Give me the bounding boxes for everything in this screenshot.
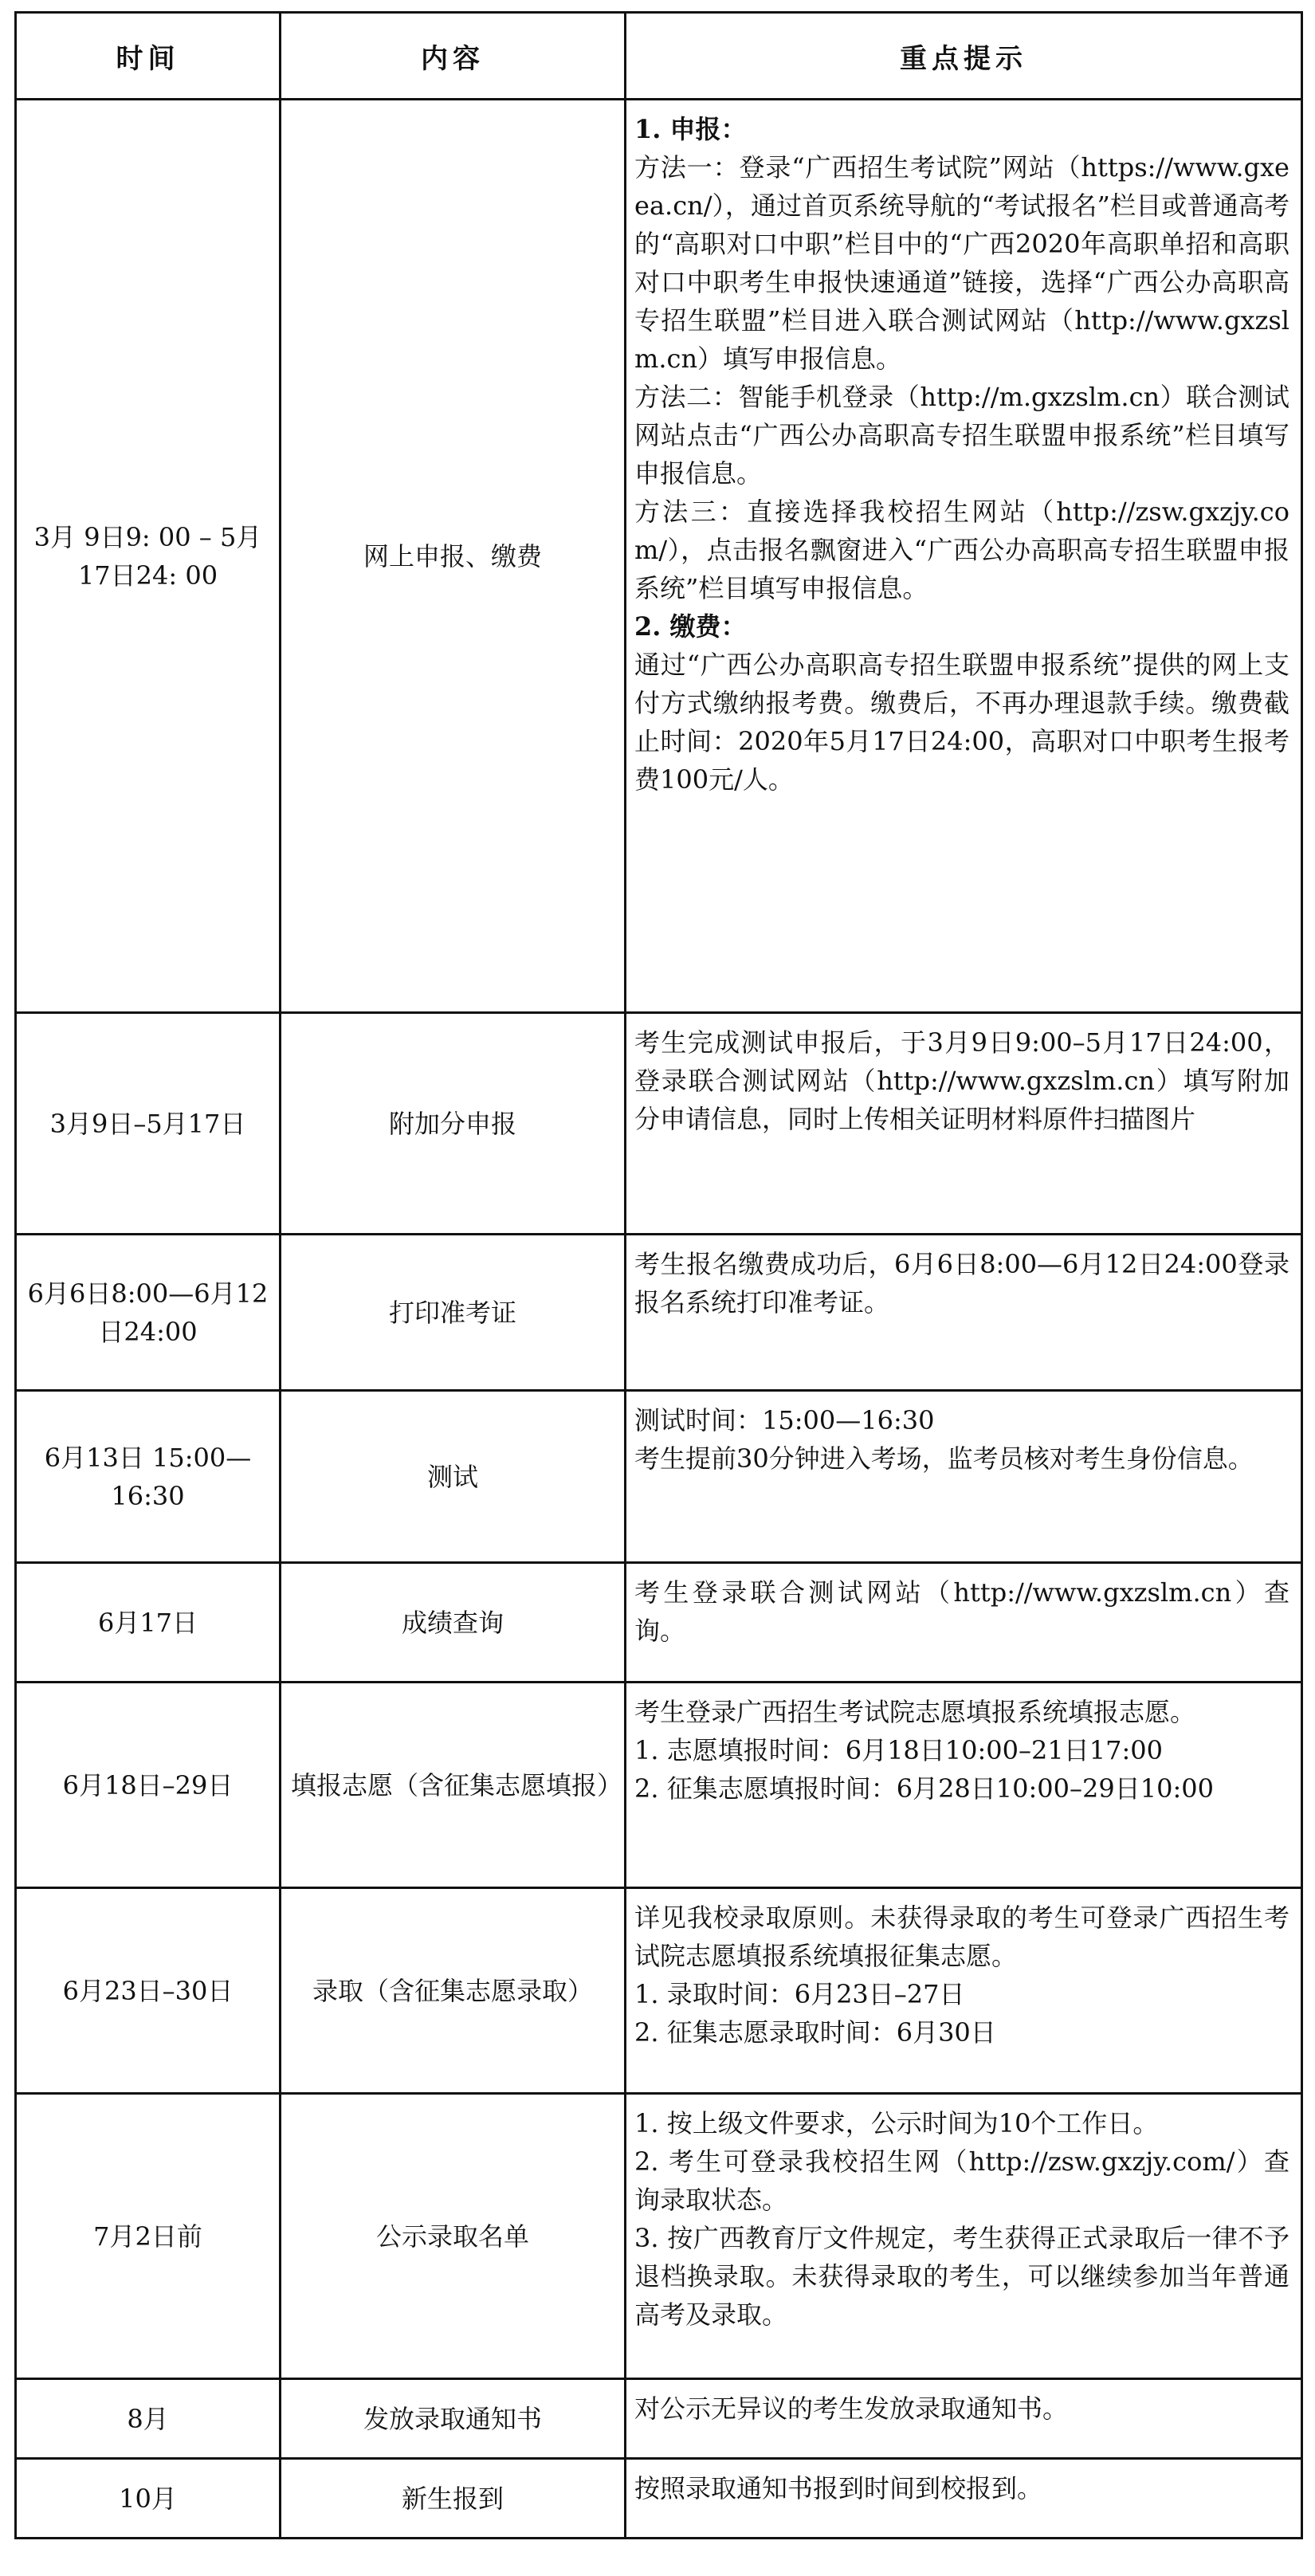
schedule-body [16, 100, 1302, 2539]
header-time: 时间 [16, 13, 281, 100]
tips-paragraph: 2. 考生可登录我校招生网（http://zsw.gxzjy.com/）查询录取状态。 [634, 2146, 1289, 2215]
tips-paragraph: 1. 志愿填报时间：6月18日10:00–21日17:00 [634, 1735, 1163, 1765]
table-row [16, 1683, 1302, 1888]
cell-tips [626, 1013, 1302, 1235]
cell-content: 新生报到 [281, 2459, 626, 2539]
cell-time: 6月13日 15:00—16:30 [16, 1391, 281, 1563]
cell-content: 发放录取通知书 [281, 2379, 626, 2459]
cell-tips [626, 1683, 1302, 1888]
table-row [16, 100, 1302, 1013]
cell-time: 6月6日8:00—6月12日24:00 [16, 1235, 281, 1391]
tips-paragraph: 考生登录联合测试网站（http://www.gxzslm.cn）查询。 [634, 1577, 1289, 1646]
tips-paragraph: 3. 按广西教育厅文件规定，考生获得正式录取后一律不予退档换录取。未获得录取的考生，可以继续参加当年普通高考及录取。 [634, 2223, 1289, 2330]
table-row [16, 1013, 1302, 1235]
tips-section-title: 2. 缴费： [634, 611, 747, 642]
cell-tips [626, 1391, 1302, 1563]
cell-time: 6月17日 [16, 1563, 281, 1683]
tips-paragraph: 方法二：智能手机登录（http://m.gxzslm.cn）联合测试网站点击“广西公办高职高专招生联盟申报系统”栏目填写申报信息。 [634, 382, 1289, 489]
cell-time: 6月23日–30日 [16, 1888, 281, 2094]
cell-content: 打印准考证 [281, 1235, 626, 1391]
schedule-table [14, 11, 1303, 2539]
tips-paragraph: 对公示无异议的考生发放录取通知书。 [634, 2393, 1069, 2424]
cell-time: 10月 [16, 2459, 281, 2539]
tips-paragraph: 1. 录取时间：6月23日–27日 [634, 1979, 965, 2009]
cell-content: 成绩查询 [281, 1563, 626, 1683]
cell-tips [626, 1563, 1302, 1683]
tips-section-title: 1. 申报： [634, 114, 747, 144]
cell-time: 7月2日前 [16, 2094, 281, 2379]
cell-content: 填报志愿（含征集志愿填报） [281, 1683, 626, 1888]
tips-paragraph: 2. 征集志愿填报时间：6月28日10:00–29日10:00 [634, 1773, 1214, 1804]
table-row [16, 1235, 1302, 1391]
cell-tips [626, 100, 1302, 1013]
tips-paragraph: 方法一：登录“广西招生考试院”网站（https://www.gxeea.cn/），通过首页系统导航的“考试报名”栏目或普通高考的“高职对口中职”栏目中的“广西2020年高职单招和高职对口中职考生申报快速通道”链接，选择“广西公办高职高专招生联盟”栏目进入联合测试网站（http://www.gxzslm.cn）填写申报信息。 [634, 152, 1289, 374]
header-content: 内容 [281, 13, 626, 100]
tips-paragraph: 2. 征集志愿录取时间：6月30日 [634, 2017, 996, 2048]
tips-paragraph: 详见我校录取原则。未获得录取的考生可登录广西招生考试院志愿填报系统填报征集志愿。 [634, 1903, 1289, 1971]
tips-paragraph: 1. 按上级文件要求，公示时间为10个工作日。 [634, 2108, 1159, 2138]
table-row [16, 2094, 1302, 2379]
header-tips: 重点提示 [626, 13, 1302, 100]
table-row [16, 1888, 1302, 2094]
tips-paragraph: 考生提前30分钟进入考场，监考员核对考生身份信息。 [634, 1443, 1254, 1474]
tips-paragraph: 按照录取通知书报到时间到校报到。 [634, 2473, 1043, 2503]
cell-time: 8月 [16, 2379, 281, 2459]
tips-paragraph: 测试时间：15:00—16:30 [634, 1405, 935, 1435]
cell-tips [626, 1235, 1302, 1391]
cell-tips [626, 2459, 1302, 2539]
cell-content: 公示录取名单 [281, 2094, 626, 2379]
table-row [16, 1563, 1302, 1683]
cell-time: 3月 9日9: 00 – 5月17日24: 00 [16, 100, 281, 1013]
cell-tips [626, 2379, 1302, 2459]
cell-time: 6月18日–29日 [16, 1683, 281, 1888]
tips-paragraph: 考生报名缴费成功后，6月6日8:00—6月12日24:00登录报名系统打印准考证。 [634, 1249, 1289, 1317]
cell-content: 测试 [281, 1391, 626, 1563]
table-row [16, 1391, 1302, 1563]
tips-paragraph: 考生登录广西招生考试院志愿填报系统填报志愿。 [634, 1697, 1196, 1727]
cell-content: 录取（含征集志愿录取） [281, 1888, 626, 2094]
tips-paragraph: 考生完成测试申报后，于3月9日9:00–5月17日24:00，登录联合测试网站（http://www.gxzslm.cn）填写附加分申请信息，同时上传相关证明材料原件扫描图片 [634, 1027, 1289, 1134]
header-row [16, 13, 1302, 100]
cell-tips [626, 1888, 1302, 2094]
tips-paragraph: 通过“广西公办高职高专招生联盟申报系统”提供的网上支付方式缴纳报考费。缴费后，不再办理退款手续。缴费截止时间：2020年5月17日24:00，高职对口中职考生报考费100元/人。 [634, 650, 1289, 795]
table-row [16, 2459, 1302, 2539]
cell-content: 附加分申报 [281, 1013, 626, 1235]
cell-tips [626, 2094, 1302, 2379]
tips-paragraph: 方法三：直接选择我校招生网站（http://zsw.gxzjy.com/），点击报名飘窗进入“广西公办高职高专招生联盟申报系统”栏目填写申报信息。 [634, 497, 1289, 603]
cell-content: 网上申报、缴费 [281, 100, 626, 1013]
cell-time: 3月9日–5月17日 [16, 1013, 281, 1235]
table-row [16, 2379, 1302, 2459]
